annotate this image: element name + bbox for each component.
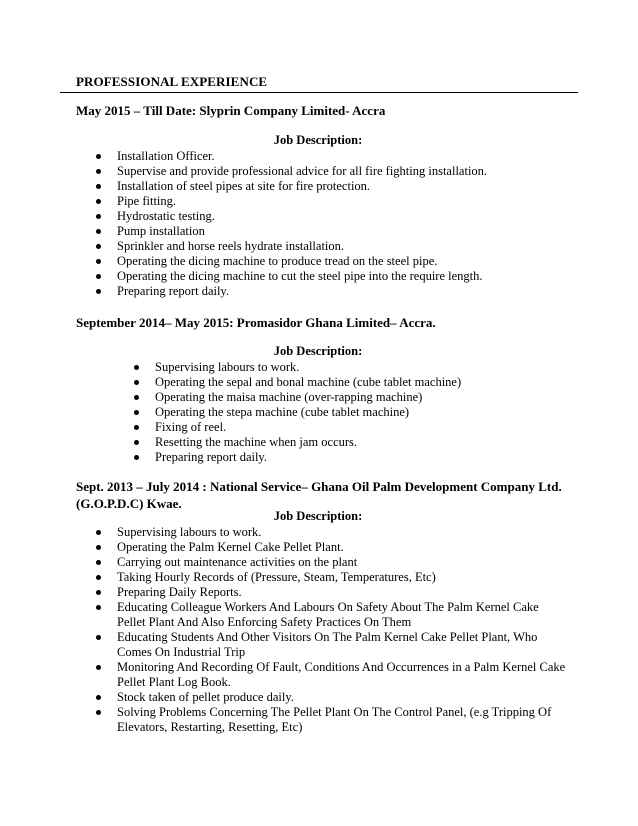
bullet-icon bbox=[96, 229, 101, 234]
list-item: Solving Problems Concerning The Pellet Plant On The Control Panel, (e.g Tripping Of Elevators, Restarting, Resetting, Etc) bbox=[92, 705, 570, 735]
bullet-icon bbox=[134, 425, 139, 430]
bullet-icon bbox=[96, 665, 101, 670]
bullet-icon bbox=[96, 289, 101, 294]
bullet-icon bbox=[96, 154, 101, 159]
bullet-icon bbox=[96, 635, 101, 640]
bullet-icon bbox=[134, 395, 139, 400]
job-duties-list bbox=[92, 149, 487, 299]
list-item: Pump installation bbox=[92, 224, 487, 239]
section-title: PROFESSIONAL EXPERIENCE bbox=[76, 74, 268, 89]
bullet-icon bbox=[134, 455, 139, 460]
list-item: Installation Officer. bbox=[92, 149, 487, 164]
list-item: Hydrostatic testing. bbox=[92, 209, 487, 224]
bullet-icon bbox=[96, 214, 101, 219]
bullet-icon bbox=[96, 169, 101, 174]
list-item: Resetting the machine when jam occurs. bbox=[130, 435, 461, 450]
list-item: Educating Students And Other Visitors On The Palm Kernel Cake Pellet Plant, Who Comes On Industrial Trip bbox=[92, 630, 570, 660]
list-item: Taking Hourly Records of (Pressure, Steam, Temperatures, Etc) bbox=[92, 570, 570, 585]
list-item: Operating the dicing machine to produce tread on the steel pipe. bbox=[92, 254, 487, 269]
job-description-label: Job Description: bbox=[273, 344, 363, 358]
job-description-label: Job Description: bbox=[273, 509, 363, 523]
bullet-icon bbox=[134, 365, 139, 370]
list-item: Sprinkler and horse reels hydrate installation. bbox=[92, 239, 487, 254]
bullet-icon bbox=[96, 710, 101, 715]
list-item: Supervising labours to work. bbox=[130, 360, 461, 375]
list-item: Supervising labours to work. bbox=[92, 525, 570, 540]
list-item: Carrying out maintenance activities on the plant bbox=[92, 555, 570, 570]
job-heading-continued: (G.O.P.D.C) Kwae. bbox=[76, 496, 182, 511]
list-item: Educating Colleague Workers And Labours On Safety About The Palm Kernel Cake Pellet Plant And Also Enforcing Safety Practices On Them bbox=[92, 600, 570, 630]
job-heading: September 2014– May 2015: Promasidor Ghana Limited– Accra. bbox=[76, 315, 436, 330]
bullet-icon bbox=[96, 244, 101, 249]
list-item: Fixing of reel. bbox=[130, 420, 461, 435]
job-heading: Sept. 2013 – July 2014 : National Service– Ghana Oil Palm Development Company Ltd. bbox=[76, 479, 562, 494]
job-description-label: Job Description: bbox=[273, 133, 363, 147]
list-item: Operating the sepal and bonal machine (cube tablet machine) bbox=[130, 375, 461, 390]
bullet-icon bbox=[96, 605, 101, 610]
bullet-icon bbox=[134, 410, 139, 415]
bullet-icon bbox=[96, 545, 101, 550]
list-item: Monitoring And Recording Of Fault, Conditions And Occurrences in a Palm Kernel Cake Pellet Plant Log Book. bbox=[92, 660, 570, 690]
list-item: Pipe fitting. bbox=[92, 194, 487, 209]
bullet-icon bbox=[96, 590, 101, 595]
list-item: Supervise and provide professional advice for all fire fighting installation. bbox=[92, 164, 487, 179]
list-item: Operating the Palm Kernel Cake Pellet Plant. bbox=[92, 540, 570, 555]
bullet-icon bbox=[96, 530, 101, 535]
job-heading: May 2015 – Till Date: Slyprin Company Limited- Accra bbox=[76, 103, 386, 118]
bullet-icon bbox=[96, 259, 101, 264]
job-duties-list bbox=[92, 525, 570, 735]
list-item: Operating the maisa machine (over-rapping machine) bbox=[130, 390, 461, 405]
list-item: Stock taken of pellet produce daily. bbox=[92, 690, 570, 705]
bullet-icon bbox=[96, 695, 101, 700]
job-duties-list bbox=[130, 360, 461, 465]
bullet-icon bbox=[134, 380, 139, 385]
bullet-icon bbox=[96, 575, 101, 580]
section-divider bbox=[60, 92, 578, 93]
bullet-icon bbox=[134, 440, 139, 445]
list-item: Preparing report daily. bbox=[92, 284, 487, 299]
bullet-icon bbox=[96, 560, 101, 565]
list-item: Operating the dicing machine to cut the steel pipe into the require length. bbox=[92, 269, 487, 284]
list-item: Operating the stepa machine (cube tablet machine) bbox=[130, 405, 461, 420]
bullet-icon bbox=[96, 274, 101, 279]
list-item: Preparing Daily Reports. bbox=[92, 585, 570, 600]
list-item: Installation of steel pipes at site for fire protection. bbox=[92, 179, 487, 194]
bullet-icon bbox=[96, 184, 101, 189]
list-item: Preparing report daily. bbox=[130, 450, 461, 465]
bullet-icon bbox=[96, 199, 101, 204]
